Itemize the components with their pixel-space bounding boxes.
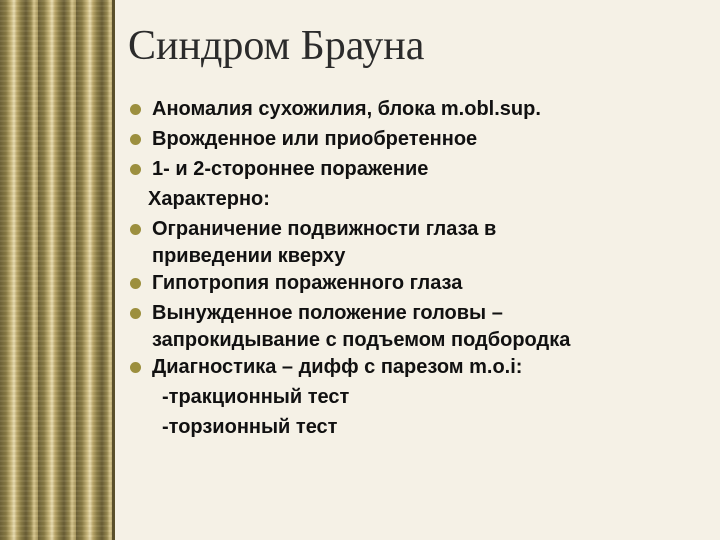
bullet-continuation: приведении кверху	[152, 245, 346, 267]
bullet-item	[128, 214, 708, 244]
bullet-dot-icon	[130, 308, 141, 319]
side-band-divider	[112, 0, 115, 540]
test-item: -тракционный тест	[162, 386, 350, 408]
bullet-item	[128, 124, 708, 154]
bullet-text: Аномалия сухожилия, блока m.obl.sup.	[152, 98, 541, 120]
bullet-item	[128, 154, 708, 184]
bullet-continuation: запрокидывание с подъемом подбородка	[152, 329, 571, 351]
slide-title: Синдром Брауна	[128, 23, 425, 69]
bullet-text: Диагностика – дифф с парезом m.o.i:	[152, 356, 523, 378]
bullet-item	[128, 352, 708, 382]
bullet-text: Врожденное или приобретенное	[152, 128, 478, 150]
bullet-item	[128, 298, 708, 328]
bullet-dot-icon	[130, 362, 141, 373]
bullet-dot-icon	[130, 104, 141, 115]
bullet-text: 1- и 2-стороннее поражение	[152, 158, 429, 180]
bullet-text: Вынужденное положение головы –	[152, 302, 503, 324]
bullet-item	[128, 94, 708, 124]
bullet-dot-icon	[130, 134, 141, 145]
bullet-text: Гипотропия пораженного глаза	[152, 272, 463, 294]
bullet-dot-icon	[130, 164, 141, 175]
test-item: -торзионный тест	[162, 416, 338, 438]
bullet-dot-icon	[130, 224, 141, 235]
bullet-item	[128, 268, 708, 298]
slide-content	[128, 94, 708, 442]
bullet-dot-icon	[130, 278, 141, 289]
decorative-side-band	[0, 0, 112, 540]
characteristic-label: Характерно:	[148, 188, 270, 210]
bullet-text: Ограничение подвижности глаза в	[152, 218, 497, 240]
